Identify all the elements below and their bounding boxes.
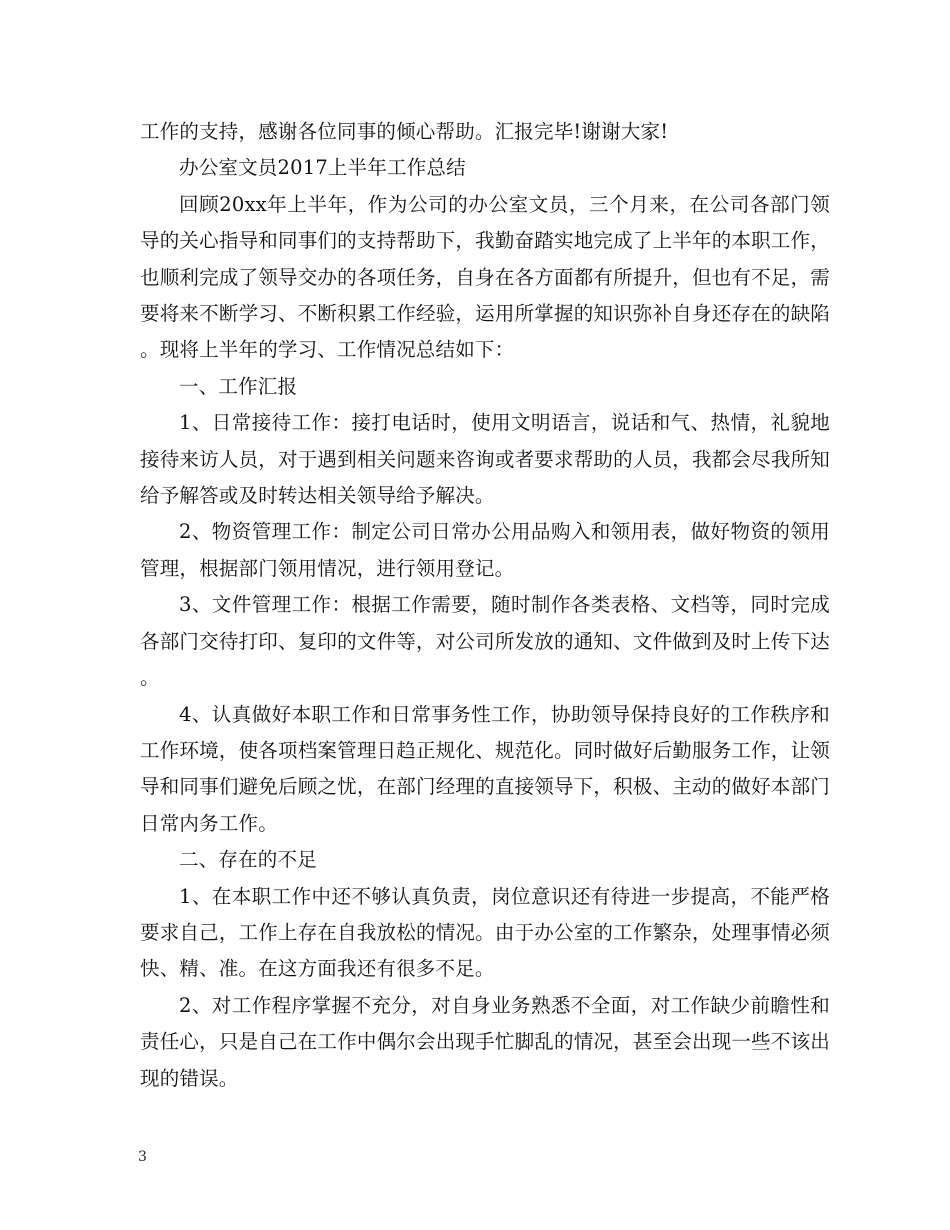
paragraph-daily-duties: 4、认真做好本职工作和日常事务性工作，协助领导保持良好的工作秩序和工作环境，使各项档案管理日趋正规化、规范化。同时做好后勤服务工作，让领导和同事们避免后顾之忧，在部门经理的直接领导下，积极、主动的做好本部门日常内务工作。 [140,702,830,835]
page-number: 3 [138,1149,147,1165]
paragraph-shortcoming-2: 2、对工作程序掌握不充分，对自身业务熟悉不全面，对工作缺少前瞻性和责任心，只是自己在工作中偶尔会出现手忙脚乱的情况，甚至会出现一些不该出现的错误。 [140,993,830,1090]
paragraph-reception-work: 1、日常接待工作：接打电话时，使用文明语言，说话和气、热情，礼貌地接待来访人员，对于遇到相关问题来咨询或者要求帮助的人员，我都会尽我所知给予解答或及时转达相关领导给予解决。 [140,411,830,508]
document-body [140,114,830,1097]
paragraph-shortcoming-1: 1、在本职工作中还不够认真负责，岗位意识还有待进一步提高，不能严格要求自己，工作上存在自我放松的情况。由于办公室的工作繁杂，处理事情必须快、精、准。在这方面我还有很多不足。 [140,884,830,981]
section-title: 办公室文员2017上半年工作总结 [179,156,466,180]
paragraph-continuation: 工作的支持，感谢各位同事的倾心帮助。汇报完毕!谢谢大家! [140,120,669,143]
heading-work-report: 一、工作汇报 [179,374,298,398]
paragraph-intro: 回顾20xx年上半年，作为公司的办公室文员，三个月来，在公司各部门领导的关心指导和同事们的支持帮助下，我勤奋踏实地完成了上半年的本职工作，也顺利完成了领导交办的各项任务，自身在各方面都有所提升，但也有不足，需要将来不断学习、不断积累工作经验，运用所掌握的知识弥补自身还存在的缺陷。现将上半年的学习、工作情况总结如下： [140,192,830,362]
heading-shortcomings: 二、存在的不足 [179,848,317,872]
paragraph-supplies-management: 2、物资管理工作：制定公司日常办公用品购入和领用表，做好物资的领用管理，根据部门领用情况，进行领用登记。 [140,520,830,580]
paragraph-file-management: 3、文件管理工作：根据工作需要，随时制作各类表格、文档等，同时完成各部门交待打印、复印的文件等，对公司所发放的通知、文件做到及时上传下达。 [140,593,830,690]
